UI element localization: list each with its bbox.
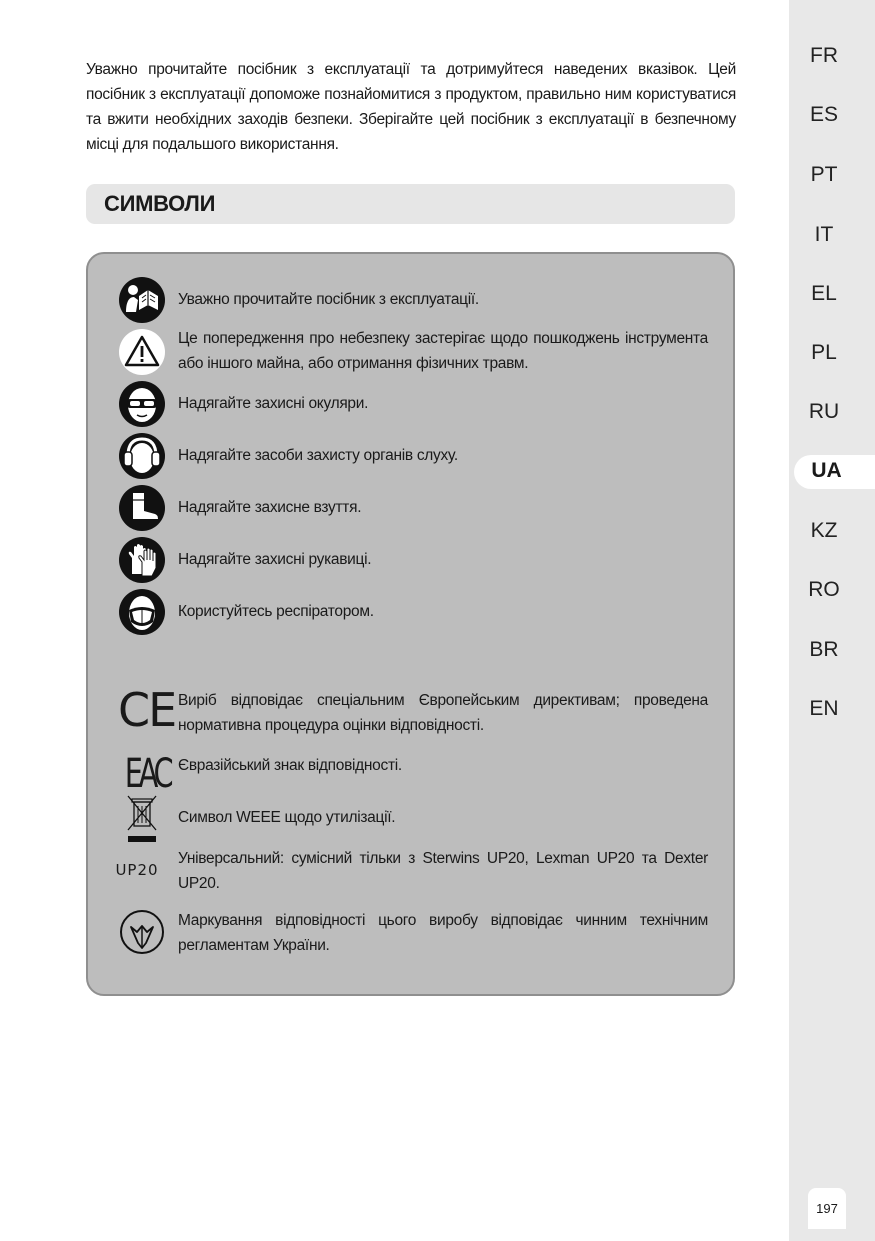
weee-icon bbox=[118, 794, 166, 846]
lang-tab-ua-active[interactable] bbox=[794, 455, 875, 489]
symbol-text: Надягайте засоби захисту органів слуху. bbox=[178, 447, 458, 464]
symbol-text: Виріб відповідає спеціальним Європейським директивам; проведена нормативна процедура оцінки відповідності. bbox=[178, 692, 708, 734]
section-heading-bar bbox=[86, 184, 735, 224]
up20-icon: UP20 bbox=[115, 861, 159, 879]
ukraine-conformity-icon bbox=[118, 908, 166, 956]
symbol-text: Євразійський знак відповідності. bbox=[178, 757, 402, 774]
lang-tab-pt[interactable]: PT bbox=[810, 163, 838, 186]
symbol-text: Надягайте захисні рукавиці. bbox=[178, 551, 372, 568]
symbols-panel bbox=[86, 252, 735, 996]
ce-mark-icon: CE bbox=[118, 683, 176, 737]
symbol-text: Маркування відповідності цього виробу відповідає чинним технічним регламентам України. bbox=[178, 912, 708, 954]
lang-tab-pl[interactable]: PL bbox=[811, 341, 837, 364]
symbol-text: Символ WEEE щодо утилізації. bbox=[178, 809, 396, 826]
respirator-icon bbox=[118, 588, 166, 636]
symbol-text: Універсальний: сумісний тільки з Sterwins UP20, Lexman UP20 та Dexter UP20. bbox=[178, 850, 708, 892]
section-title: СИМВОЛИ bbox=[104, 191, 216, 216]
ear-protection-icon bbox=[118, 432, 166, 480]
intro-paragraph: Уважно прочитайте посібник з експлуатації та дотримуйтеся наведених вказівок. Цей посібник з експлуатації допоможе познайомитися з продуктом, правильно ним користуватися та вжити необхідних заходів безпеки. Зберігайте цей посібник з експлуатації в безпечному місці для подальшого використання. bbox=[86, 61, 736, 153]
lang-tab-es[interactable]: ES bbox=[809, 103, 838, 126]
lang-tab-it[interactable]: IT bbox=[814, 223, 834, 246]
symbol-text: Надягайте захисне взуття. bbox=[178, 499, 362, 516]
gloves-icon bbox=[118, 536, 166, 584]
lang-tab-br[interactable]: BR bbox=[809, 638, 839, 661]
symbol-text: Це попередження про небезпеку застерігає щодо пошкоджень інструмента або іншого майна, або отримання фізичних травм. bbox=[178, 330, 708, 372]
symbol-text: Користуйтесь респіратором. bbox=[178, 603, 374, 620]
symbol-text: Надягайте захисні окуляри. bbox=[178, 395, 369, 412]
safety-boots-icon bbox=[118, 484, 166, 532]
warning-icon bbox=[118, 328, 166, 376]
read-manual-icon bbox=[118, 276, 166, 324]
lang-tab-fr[interactable]: FR bbox=[810, 44, 838, 67]
language-sidebar bbox=[789, 0, 875, 1241]
active-language-label: UA bbox=[811, 459, 842, 482]
lang-tab-ro[interactable]: RO bbox=[808, 578, 840, 601]
lang-tab-kz[interactable]: KZ bbox=[810, 519, 838, 542]
lang-tab-el[interactable]: EL bbox=[811, 282, 837, 305]
eac-mark-icon: EAC bbox=[124, 751, 170, 797]
symbol-text: Уважно прочитайте посібник з експлуатації. bbox=[178, 291, 479, 308]
safety-goggles-icon bbox=[118, 380, 166, 428]
lang-tab-ru[interactable]: RU bbox=[808, 400, 840, 423]
lang-tab-en[interactable]: EN bbox=[809, 697, 839, 720]
page-number: 197 bbox=[808, 1188, 846, 1229]
